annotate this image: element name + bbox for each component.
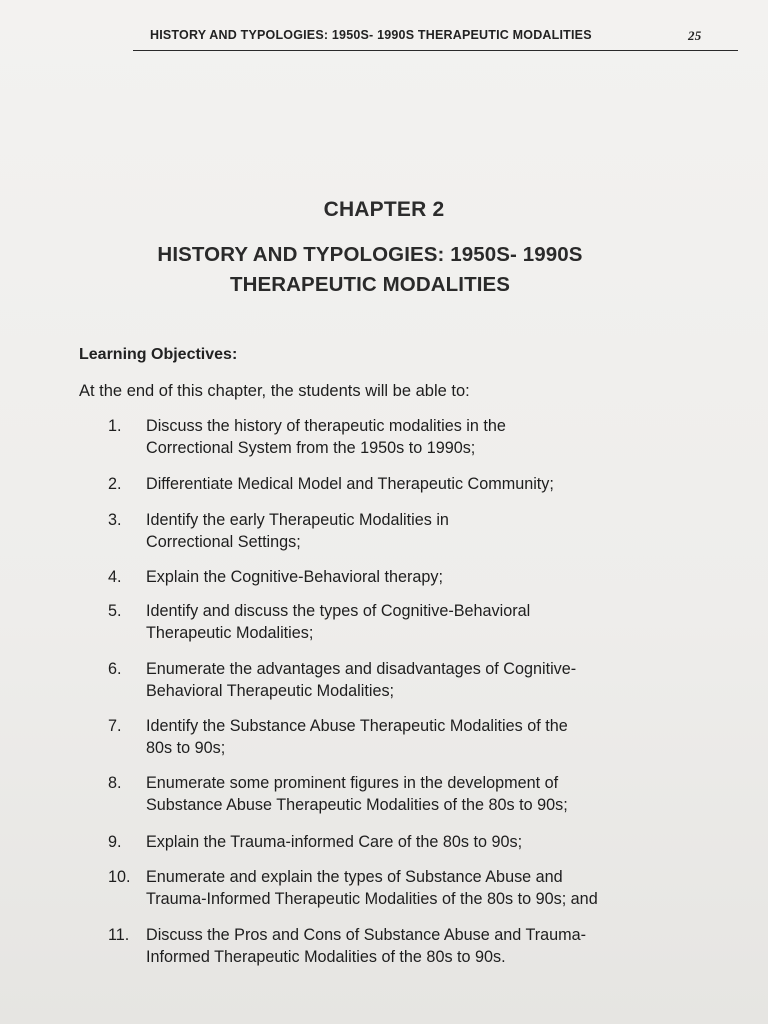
objective-line: Correctional Settings;: [146, 533, 301, 551]
objective-number: 8.: [108, 774, 122, 792]
objectives-intro: At the end of this chapter, the students will be able to:: [79, 382, 470, 400]
objective-text: [146, 415, 676, 459]
objective-text: [146, 473, 676, 495]
objective-number: 10.: [108, 868, 131, 886]
objective-line: Enumerate the advantages and disadvantages of Cognitive-: [146, 660, 577, 678]
objective-number: 2.: [108, 475, 122, 493]
objective-line: Enumerate some prominent figures in the development of: [146, 774, 559, 792]
objective-line: Substance Abuse Therapeutic Modalities of the 80s to 90s;: [146, 796, 568, 814]
objective-number: 7.: [108, 717, 122, 735]
objective-text: [146, 600, 676, 644]
objective-line: Enumerate and explain the types of Substance Abuse and: [146, 868, 563, 886]
objective-line: Therapeutic Modalities;: [146, 624, 314, 642]
objective-number: 1.: [108, 417, 122, 435]
objective-number: 9.: [108, 833, 122, 851]
objective-number: 6.: [108, 660, 122, 678]
objective-text: [146, 831, 676, 853]
learning-objectives-heading: Learning Objectives:: [79, 346, 238, 363]
objective-line: Explain the Trauma-informed Care of the 80s to 90s;: [146, 833, 523, 851]
chapter-title-line-1: HISTORY AND TYPOLOGIES: 1950S- 1990S: [157, 243, 583, 266]
objective-line: Informed Therapeutic Modalities of the 80s to 90s.: [146, 948, 506, 966]
objective-line: Trauma-Informed Therapeutic Modalities of the 80s to 90s; and: [146, 890, 598, 908]
objective-text: [146, 866, 676, 910]
objective-text: [146, 715, 676, 759]
objective-line: Explain the Cognitive-Behavioral therapy;: [146, 568, 443, 586]
objective-line: Behavioral Therapeutic Modalities;: [146, 682, 395, 700]
objective-text: [146, 772, 676, 816]
objective-line: Identify the Substance Abuse Therapeutic Modalities of the: [146, 717, 568, 735]
objective-line: Identify and discuss the types of Cognitive-Behavioral: [146, 602, 531, 620]
objective-line: Discuss the Pros and Cons of Substance Abuse and Trauma-: [146, 926, 587, 944]
objective-text: [146, 509, 676, 553]
objective-line: Discuss the history of therapeutic modalities in the: [146, 417, 506, 435]
objective-line: Differentiate Medical Model and Therapeutic Community;: [146, 475, 554, 493]
objective-number: 11.: [108, 926, 130, 944]
objective-text: [146, 658, 676, 702]
objective-line: Correctional System from the 1950s to 1990s;: [146, 439, 476, 457]
objective-text: [146, 924, 676, 968]
page-number: 25: [688, 28, 702, 43]
objective-number: 3.: [108, 511, 122, 529]
chapter-title-line-2: THERAPEUTIC MODALITIES: [229, 273, 511, 296]
objective-number: 4.: [108, 568, 122, 586]
running-header-title: HISTORY AND TYPOLOGIES: 1950S- 1990S THERAPEUTIC MODALITIES: [150, 28, 592, 42]
objective-text: [146, 566, 676, 588]
objective-line: Identify the early Therapeutic Modalities in: [146, 511, 449, 529]
objective-line: 80s to 90s;: [146, 739, 226, 757]
objective-number: 5.: [108, 602, 122, 620]
chapter-label: CHAPTER 2: [323, 198, 445, 221]
